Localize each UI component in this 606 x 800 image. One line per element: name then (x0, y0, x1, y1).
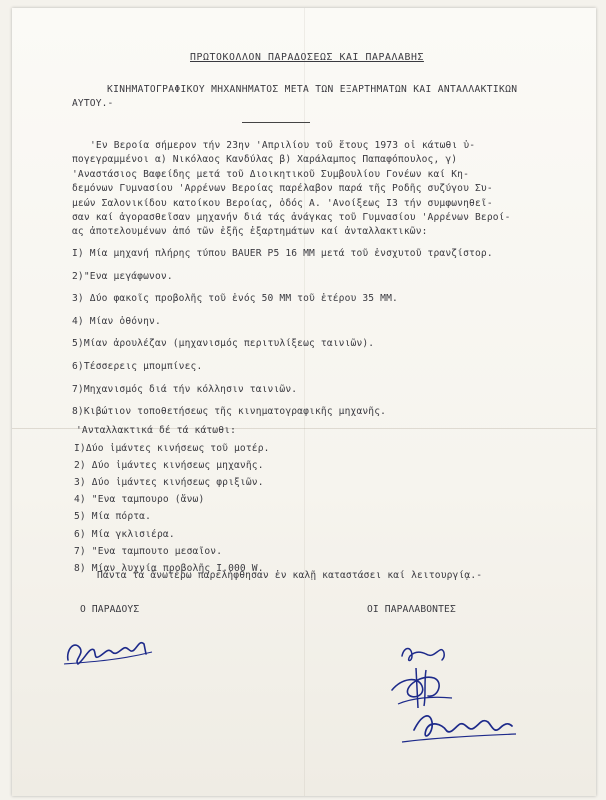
spare-item: 8) Μίαν λυχνία προβολῆς Ι.000 W. (74, 562, 264, 574)
spare-item: 4) "Ενα ταμπουρο (ἄνω) (74, 494, 205, 506)
body-line: ας ἀποτελουμένων ἀπό τῶν ἑξῆς ἐξαρτημάτων καί ἀνταλλακτικῶν: (72, 226, 428, 238)
fold-line-vertical (304, 8, 305, 796)
body-line: 'Αναστάσιος Βαφείδης μετά τοῦ Διοικητικοῦ Συμβουλίου Γονέων καί Κη- (72, 168, 470, 180)
body-line: δεμόνων Γυμνασίου 'Αρρένων Βεροίας παρέλαβον παρά τῆς Ροδῆς συζύγου Συ- (72, 183, 493, 195)
equipment-item: 4) Μίαν ὀθόνην. (72, 315, 161, 327)
document-title: ΠΡΩΤΟΚΟΛΛΟΝ ΠΑΡΑΔΟΣΕΩΣ ΚΑΙ ΠΑΡΑΛΑΒΗΣ (190, 52, 424, 63)
equipment-item: 2)"Ενα μεγάφωνον. (72, 270, 173, 282)
body-line: 'Εν Βεροία σήμερον τήν 23ην 'Απριλίου τοῦ ἔτους 1973 οἱ κάτωθι ὑ- (90, 140, 476, 151)
spare-item: 2) Δύο ἱμάντες κινήσεως μηχανῆς. (74, 460, 264, 472)
equipment-item: 5)Μίαν ἀρουλέζαν (μηχανισμός περιτυλίξεως ταινιῶν). (72, 338, 375, 350)
body-line: μεών Σαλονικίδου κατοίκου Βεροίας, ὁδός Α. 'Ανοίξεως Ι3 τήν συμφωνηθεῖ- (72, 197, 493, 209)
spare-item: 6) Μία γκλισιέρα. (74, 528, 175, 540)
spare-item: 5) Μία πόρτα. (74, 511, 152, 523)
spares-intro: 'Ανταλλακτικά δέ τά κάτωθι: (76, 425, 236, 436)
deliverer-signature (60, 630, 170, 670)
subtitle-rule (242, 122, 310, 123)
spare-item: 3) Δύο ἱμάντες κινήσεως φριξιῶν. (74, 477, 264, 489)
body-line: πογεγραμμένοι α) Νικόλαος Κανδύλας β) Χαράλαμπος Παπαφόπουλος, γ) (72, 154, 458, 166)
document-subtitle-line2: ΑΥΤΟΥ.- (72, 98, 114, 109)
equipment-item: 6)Τέσσερεις μπομπίνες. (72, 361, 203, 372)
document-subtitle-line1: ΚΙΝΗΜΑΤΟΓΡΑΦΙΚΟΥ ΜΗΧΑΝΗΜΑΤΟΣ ΜΕΤΑ ΤΩΝ ΕΞΑΡΤΗΜΑΤΩΝ ΚΑΙ ΑΝΤΑΛΛΑΚΤΙΚΩΝ (107, 84, 518, 95)
document-page (12, 8, 596, 796)
body-line: σαν καί ἀγορασθεῖσαν μηχανήν διά τάς ἀνάγκας τοῦ Γυμνασίου 'Αρρένων Βεροί- (72, 212, 511, 223)
equipment-item: 8)Κιβώτιον τοποθετήσεως τῆς κινηματογραφικῆς μηχανῆς. (72, 406, 387, 418)
equipment-item: 7)Μηχανισμός διά τήν κόλλησιν ταινιῶν. (72, 383, 298, 395)
deliverer-label: Ο ΠΑΡΑΔΟΥΣ (80, 604, 140, 615)
equipment-item: 3) Δύο φακοῖς προβολῆς τοῦ ἑνός 50 ΜΜ τοῦ ἑτέρου 35 ΜΜ. (72, 293, 398, 305)
closing-statement: Πάντα τά ἄνωτέρω παρελήφθησαν ἐν καλῇ καταστάσει καί λειτουργίᾳ.- (97, 570, 483, 581)
receivers-label: ΟΙ ΠΑΡΑΛΑΒΟΝΤΕΣ (367, 604, 456, 615)
spare-item: Ι)Δύο ἱμάντες κινήσεως τοῦ μοτέρ. (74, 443, 270, 454)
receivers-signatures (382, 638, 552, 758)
equipment-item: Ι) Μία μηχανή πλήρης τύπου BAUER P5 16 MM μετά τοῦ ἐνσχυτοῦ τρανζίστορ. (72, 248, 493, 259)
spare-item: 7) "Ενα ταμπουτο μεσαῖον. (74, 545, 223, 557)
